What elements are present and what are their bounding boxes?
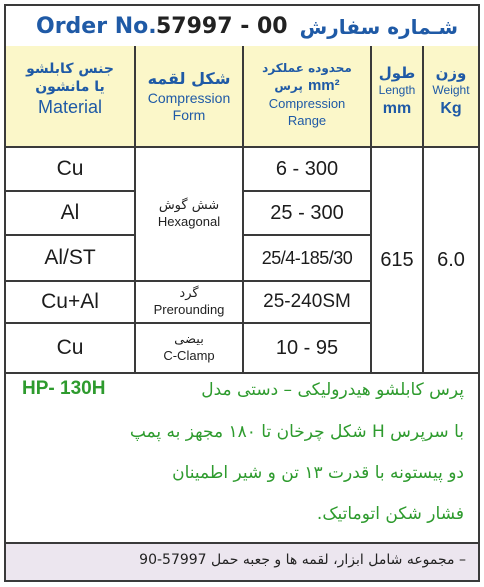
description-line-2: با سرپرس H شکل چرخان تا ۱۸۰ مجهز به پمپ	[129, 422, 464, 442]
material-cell	[6, 324, 136, 372]
header-form-en-1: Compression	[147, 90, 231, 106]
material-value: Cu+Al	[41, 290, 99, 313]
header-material	[6, 46, 136, 146]
range-value: 25/4-185/30	[261, 247, 353, 268]
range-cell	[244, 236, 372, 282]
form-en: Hexagonal	[157, 214, 221, 229]
header-form	[136, 46, 244, 146]
range-value: 25-240SM	[263, 291, 351, 312]
weight-value: 6.0	[437, 248, 465, 271]
range-cell	[244, 282, 372, 324]
header-length-unit: mm	[382, 100, 412, 117]
header-length-en: Length	[378, 83, 416, 97]
header-range-en-1: Compression	[268, 96, 346, 111]
header-material-fa-1: جنس کابلشو	[26, 61, 114, 77]
kit-contents-footer	[6, 544, 478, 580]
header-weight-en: Weight	[432, 83, 470, 97]
form-cell-prerounding	[136, 282, 244, 324]
length-cell	[372, 148, 424, 372]
order-number: 57997 - 00	[156, 14, 288, 39]
description-line-1: پرس کابلشو هیدرولیکی – دستی مدل	[201, 380, 464, 400]
header-range-fa-1: محدوده عملکرد	[262, 61, 352, 75]
material-cell	[6, 282, 136, 324]
header-range-unit: mm²	[307, 77, 340, 94]
material-value: Al	[60, 201, 80, 224]
header-range-fa-unit-line	[244, 76, 370, 95]
form-fa: شش گوش	[158, 198, 220, 213]
header-range-en-2: Range	[287, 113, 327, 128]
description-line-4: فشار شکن اتوماتیک.	[316, 504, 464, 524]
header-length	[372, 46, 424, 146]
form-fa: بیضی	[174, 332, 204, 347]
header-length-fa: طول	[378, 64, 416, 82]
order-label-fa: شـماره سفارش	[299, 15, 458, 39]
form-cell-c-clamp	[136, 324, 244, 372]
range-cell	[244, 148, 372, 192]
length-value: 615	[380, 248, 414, 271]
order-title-bar	[6, 6, 478, 48]
header-form-en-2: Form	[172, 107, 206, 123]
material-cell	[6, 236, 136, 282]
form-en: Prerounding	[153, 302, 225, 317]
range-value: 25 - 300	[270, 201, 344, 224]
spec-table-header	[6, 46, 478, 148]
form-fa: گرد	[179, 286, 199, 301]
form-label	[163, 332, 214, 364]
header-material-en: Material	[37, 97, 103, 117]
material-value: Cu	[56, 336, 84, 359]
header-form-fa: شکل لقمه	[147, 69, 231, 88]
form-label	[158, 198, 220, 230]
weight-cell	[424, 148, 478, 372]
material-cell	[6, 148, 136, 192]
material-value: Cu	[56, 157, 84, 180]
form-label	[154, 286, 225, 318]
form-cell-hexagonal	[136, 148, 244, 282]
material-value: Al/ST	[44, 246, 96, 269]
header-weight	[424, 46, 478, 146]
form-en: C-Clamp	[163, 348, 215, 363]
header-weight-unit: Kg	[440, 100, 462, 117]
product-description	[6, 372, 478, 544]
range-value: 10 - 95	[275, 336, 339, 359]
kit-contents-text: – مجموعه شامل ابزار، لقمه ها و جعبه حمل 57997-90	[139, 552, 466, 568]
product-spec-card	[4, 4, 480, 582]
header-range	[244, 46, 372, 146]
range-cell	[244, 324, 372, 372]
model-number: HP- 130H	[22, 378, 106, 399]
header-range-fa-2: پرس	[274, 79, 303, 93]
material-cell	[6, 192, 136, 236]
description-line-3: دو پیستونه با قدرت ۱۳ تن و شیر اطمینان	[172, 463, 464, 483]
range-value: 6 - 300	[275, 157, 339, 180]
header-material-fa-2: یا مانشون	[35, 79, 105, 95]
spec-table-body	[6, 148, 478, 372]
order-label: Order No.	[36, 14, 157, 39]
range-cell	[244, 192, 372, 236]
header-weight-fa: وزن	[435, 64, 467, 82]
